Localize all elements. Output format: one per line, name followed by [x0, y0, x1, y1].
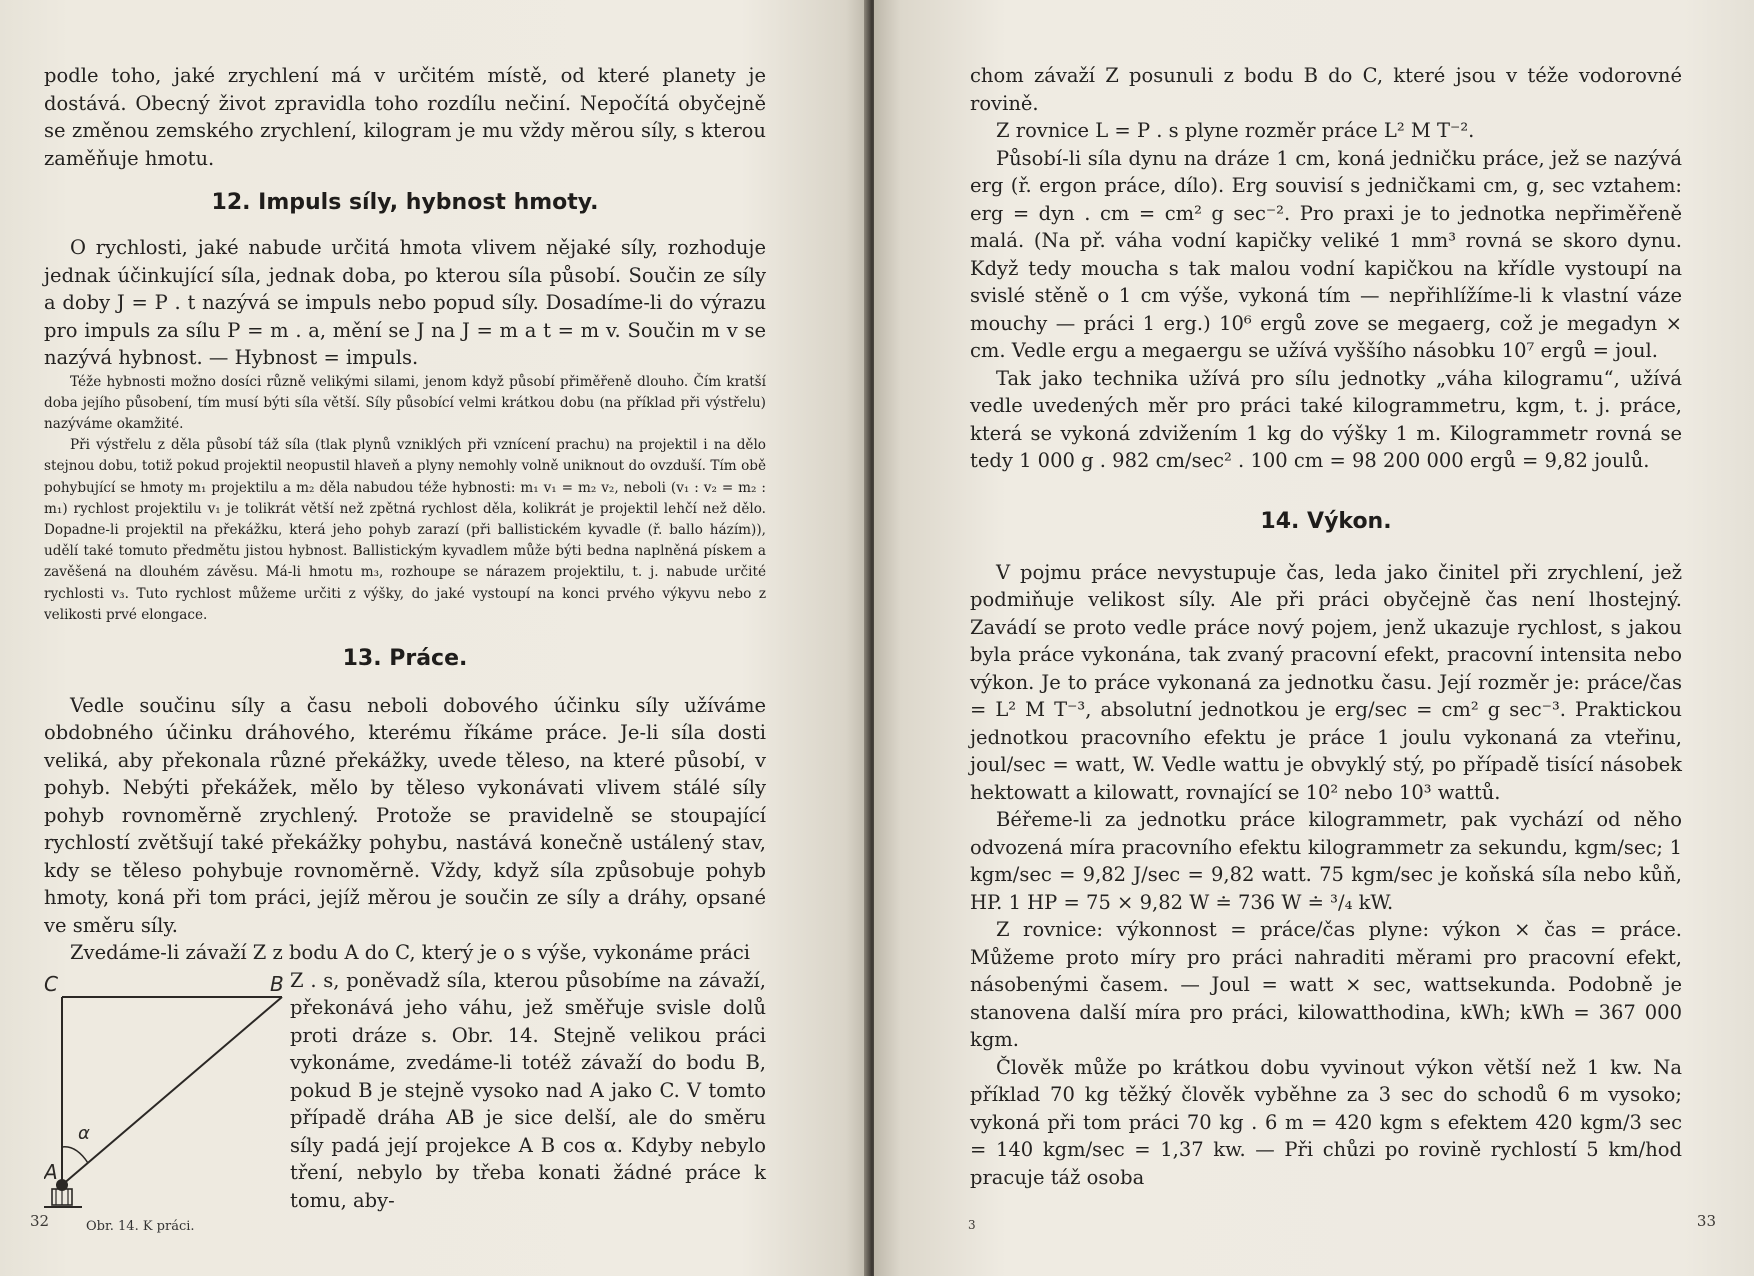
angle-label-alpha: α [78, 1122, 90, 1144]
paragraph-vykon: V pojmu práce nevystupuje čas, leda jako činitel při zrychlení, jež podmiňuje velikost síly. Ale při práci obyčejně čas není lhostejný. Zavádí se proto vedle práce nový pojem, jenž ukazuje rychlost, s jakou byla práce vykonána, tak zvaný pracovní efekt, pracovní intensita nebo výkon. Je to práce vykonaná za jednotku času. Její rozměr je: práce/čas = L² M T⁻³, absolutní jednotkou je erg/sec = cm² g sec⁻³. Praktickou jednotkou pracovního efektu je práce 1 joulu vykonaná za vteřinu, joul/sec = watt, W. Vedle wattu je obvyklý stý, po případě tisící násobek hektowatt a kilowatt, rovnající se 10² nebo 10³ wattů. [970, 560, 1682, 804]
page-number-left: 32 [30, 1212, 50, 1230]
right-text-column [970, 62, 1682, 1191]
paragraph-impuls: O rychlosti, jaké nabude určitá hmota vlivem nějaké síly, rozhoduje jednak účinkující síla, jednak doba, po kterou síla působí. Součin ze síly a doby J = P . t nazývá se impuls nebo popud síly. Dosadíme-li do výrazu pro impuls za sílu P = m . a, mění se J na J = m a t = m v. Součin m v se nazývá hybnost. — Hybnost = impuls. [44, 236, 766, 369]
paragraph-continuation: chom závaží Z posunuli z bodu B do C, které jsou v téže vodorovné rovině. [970, 64, 1682, 115]
figure-caption: Obr. 14. K práci. [86, 1218, 195, 1234]
page-number-right: 33 [1696, 1212, 1716, 1230]
signature-mark: 3 [968, 1218, 976, 1232]
left-page [0, 0, 872, 1276]
small-paragraph-vystrel: Při výstřelu z děla působí táž síla (tlak plynů vzniklých při vznícení prachu) na projektil i na dělo stejnou dobu, totiž pokud projektil neopustil hlaveň a plyny nemohly volně uniknout do ovzduší. Tím obě pohybující se hmoty m₁ projektilu a m₂ děla nabudou téže hybnosti: m₁ v₁ = m₂ v₂, neboli (v₁ : v₂ = m₂ : m₁) rychlost projektilu v₁ je tolikrát větší než zpětná rychlost děla, kolikrát je projektil lehčí než dělo. Dopadne-li projektil na překážku, která jeho pohyb zarazí (při ballistickém kyvadle (ř. ballo házím)), udělí také tomuto předmětu jistou hybnost. Ballistickým kyvadlem může býti bedna naplněná pískem a zavěšená na dlouhém závěsu. Má-li hmotu m₃, rozhoupe se nárazem projektilu, t. j. nabude určité rychlosti v₃. Tuto rychlost můžeme určiti z výšky, do jaké vystoupí na konci prvého výkyvu nebo z velikosti prvé elongace. [44, 437, 766, 623]
figure-14-drawing [44, 967, 290, 1217]
paragraph-clovek: Člověk může po krátkou dobu vyvinout výkon větší než 1 kw. Na příklad 70 kg těžký člověk vyběhne za 3 sec do schodů 6 m vysoko; vykoná při tom práci 70 kg . 6 m = 420 kgm s efektem 420 kgm/3 sec = 140 kgm/sec = 1,37 kw. — Při chůzi po rovině rychlostí 5 km/hod pracuje táž osoba [970, 1055, 1682, 1189]
paragraph-figure-text: Z . s, poněvadž síla, kterou působíme na závaží, překonává jeho váhu, jež směřuje svisle dolů proti dráze s. Obr. 14. Stejně velikou práci vykonáme, zvedáme-li totéž závaží do bodu B, pokud B je stejně vysoko nad A jako C. V tomto případě dráha AB je sice delší, ale do směru síly padá její projekce A B cos α. Kdyby nebylo tření, nebylo by třeba konati žádné práce k tomu, aby- [290, 968, 766, 1212]
right-page [874, 0, 1754, 1276]
paragraph-kilogrammetr: Tak jako technika užívá pro sílu jednotky „váha kilogramu“, užívá vedle uvedených měr pro práci také kilogrammetru, kgm, t. j. práce, která se vykoná zdvižením 1 kg do výšky 1 m. Kilogrammetr rovná se tedy 1 000 g . 982 cm/sec² . 100 cm = 98 200 000 ergů = 9,82 joulů. [970, 366, 1682, 472]
figure-row [44, 967, 766, 1259]
point-label-a: A [44, 1159, 58, 1184]
small-paragraph-hybnost: Téže hybnosti možno dosíci různě velikými silami, jenom když působí přiměřeně dlouho. Čím kratší doba jejího působení, tím musí býti síla větší. Síly působící velmi krátkou dobu (na příklad při výstřelu) nazýváme okamžité. [44, 373, 766, 432]
point-label-b: B [270, 971, 284, 996]
paragraph-intro: podle toho, jaké zrychlení má v určitém místě, od které planety je dostává. Obecný život zpravidla toho rozdílu nečiní. Nepočítá obyčejně se změnou zemského zrychlení, kilogram je mu vždy měrou síly, s kterou zaměňuje hmotu. [44, 64, 766, 170]
paragraph-erg: Působí-li síla dynu na dráze 1 cm, koná jedničku práce, jež se nazývá erg (ř. ergon práce, dílo). Erg souvisí s jedničkami cm, g, sec vztahem: erg = dyn . cm = cm² g sec⁻². Pro praxi je to jednotka nepřiměřeně malá. (Na př. váha vodní kapičky veliké 1 mm³ rovná se skoro dynu. Když tedy moucha s tak malou vodní kapičkou na křídle vystoupí na svislé stěně o 1 cm výše, vykoná tím — nepřihlížíme-li k vlastní váze mouchy — práci 1 erg.) 10⁶ ergů zove se megaerg, což je megadyn × cm. Vedle ergu a megaergu se užívá vyššího násobku 10⁷ ergů = joul. [970, 146, 1682, 362]
paragraph-kgm-za-sekundu: Béřeme-li za jednotku práce kilogrammetr, pak vychází od něho odvozená míra pracovního efektu kilogrammetr za sekundu, kgm/sec; 1 kgm/sec = 9,82 J/sec = 9,82 watt. 75 kgm/sec je koňská síla nebo kůň, HP. 1 HP = 75 × 9,82 W ≐ 736 W ≐ ³/₄ kW. [970, 808, 1682, 914]
point-label-c: C [44, 971, 58, 996]
section-heading-13: 13. Práce. [342, 645, 468, 671]
paragraph-rozmer-prace: Z rovnice L = P . s plyne rozměr práce L² M T⁻². [996, 119, 1475, 142]
paragraph-prace: Vedle součinu síly a času neboli dobového účinku síly užíváme obdobného účinku dráhového, kterému říkáme práce. Je-li síla dosti veliká, aby překonala různé překážky, uvede těleso, na které působí, v pohyb. Nebýti překážek, mělo by těleso vykonávati vlivem stálé síly pohyb rovnoměrně zrychlený. Protože se pravidelně se stoupající rychlostí zvětšují také překážky pohybu, nastává konečně ustálený stav, kdy se těleso pohybuje rovnoměrně. Vždy, když síla způsobuje pohyb hmoty, koná při tom práci, jejíž měrou je součin ze síly a dráhy, opsané ve směru síly. [44, 693, 766, 937]
section-heading-14: 14. Výkon. [1260, 508, 1392, 534]
paragraph-vykonnost: Z rovnice: výkonnost = práce/čas plyne: výkon × čas = práce. Můžeme proto míry pro práci nahraditi měrami pro pracovní efekt, násobenými časem. — Joul = watt × sec, wattsekunda. Podobně je stanovena další míra pro práci, kilowatthodina, kWh; kWh = 367 000 kgm. [970, 918, 1682, 1051]
left-text-column [44, 62, 766, 1259]
paragraph-zvedame: Zvedáme-li závaží Z z bodu A do C, který je o s výše, vykonáme práci [70, 941, 750, 965]
section-heading-12: 12. Impuls síly, hybnost hmoty. [211, 190, 599, 215]
figure-14 [44, 967, 290, 1259]
